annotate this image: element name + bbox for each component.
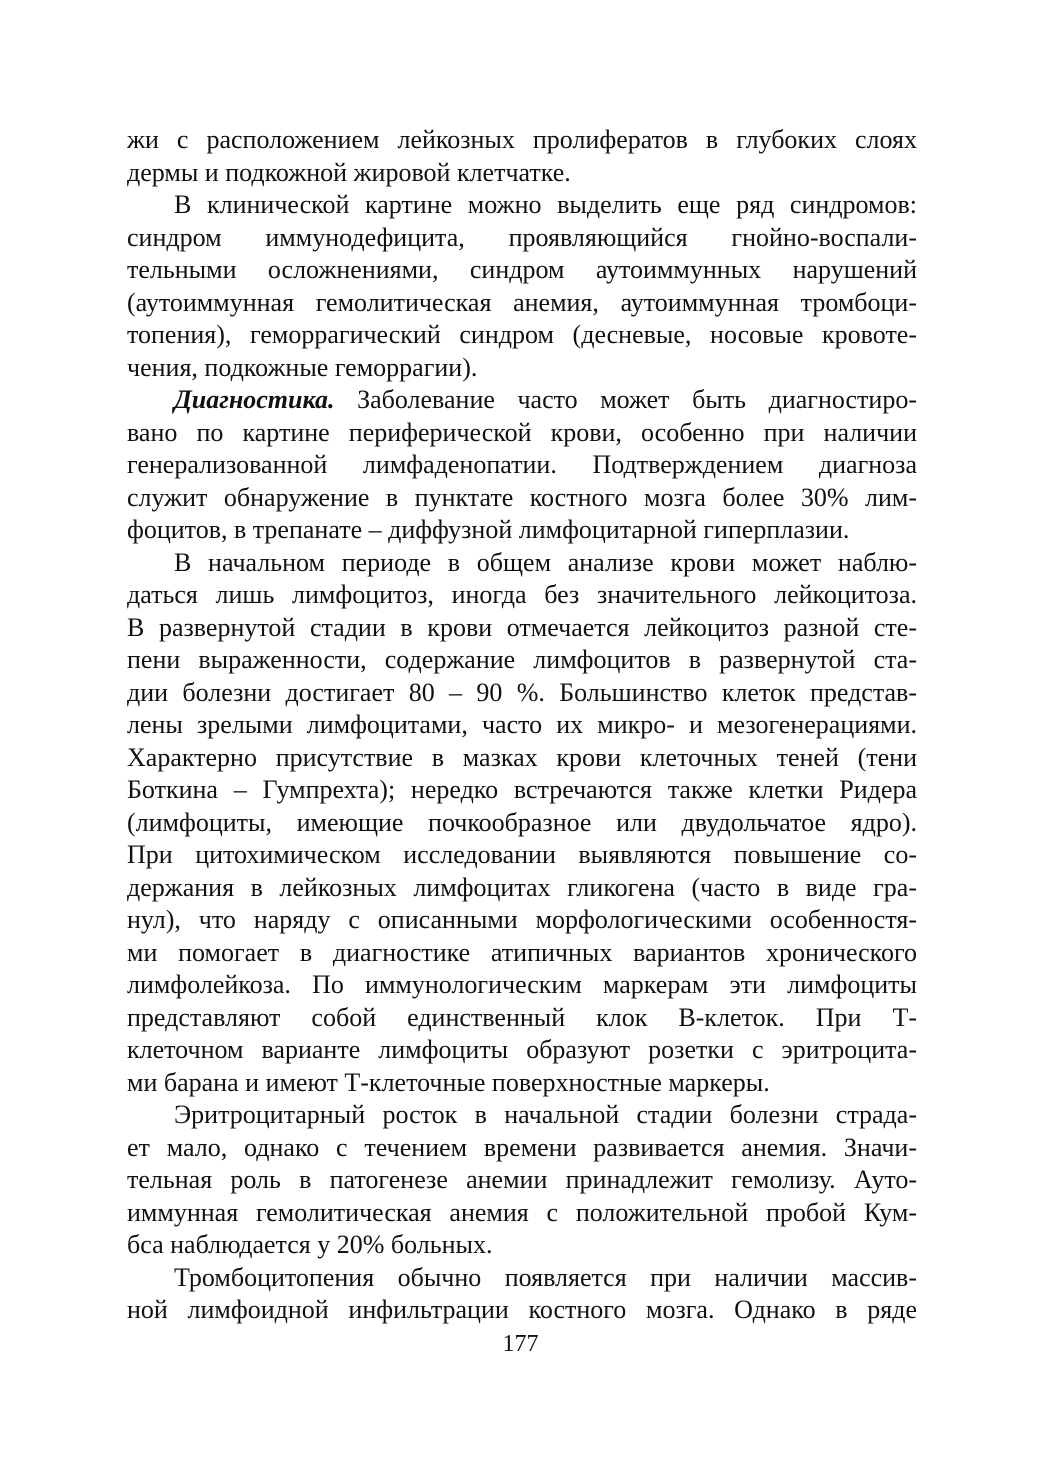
paragraph-erythroid: [127, 1099, 917, 1262]
text-line: тельными осложнениями, синдром аутоиммунных нарушений: [127, 255, 917, 284]
page-number: 177: [502, 1331, 539, 1357]
paragraph-continuation: [127, 124, 917, 189]
text-line: служит обнаружение в пунктате костного мозга более 30% лим-: [127, 482, 917, 512]
text-line-rest: Заболевание часто может быть диагностиро-: [334, 385, 917, 414]
text-line: Характерно присутствие в мазках крови клеточных теней (тени: [127, 742, 917, 772]
paragraph-blood-analysis: [127, 547, 917, 1100]
text-line: дермы и подкожной жировой клетчатке.: [127, 157, 571, 187]
text-line: В развернутой стадии в крови отмечается лейкоцитоз разной сте-: [127, 612, 917, 642]
text-line: пени выраженности, содержание лимфоцитов в развернутой ста-: [127, 645, 917, 674]
text-line: Тромбоцитопения обычно появляется при наличии массив-: [174, 1262, 917, 1292]
text-line: даться лишь лимфоцитоз, иногда без значительного лейкоцитоза.: [127, 580, 917, 609]
text-line: ми барана и имеют Т-клеточные поверхностные маркеры.: [127, 1067, 770, 1097]
text-line: В начальном периоде в общем анализе крови может наблю-: [174, 547, 917, 577]
text-line: чения, подкожные геморрагии).: [127, 352, 478, 382]
text-line: держания в лейкозных лимфоцитах гликогена (часто в виде гра-: [127, 872, 917, 902]
text-line: Боткина – Гумпрехта); нередко встречаются также клетки Ридера: [127, 775, 917, 804]
text-line: (лимфоциты, имеющие почкообразное или двудольчатое ядро).: [127, 807, 917, 837]
text-line: При цитохимическом исследовании выявляются повышение со-: [127, 840, 917, 869]
text-line: фоцитов, в трепанате – диффузной лимфоцитарной гиперплазии.: [127, 515, 850, 544]
text-line: топения), геморрагический синдром (десневые, носовые кровоте-: [127, 320, 917, 349]
text-line: клеточном варианте лимфоциты образуют розетки с эритроцита-: [127, 1035, 917, 1064]
text-line: синдром иммунодефицита, проявляющийся гнойно-воспали-: [127, 222, 917, 252]
text-line: бса наблюдается у 20% больных.: [127, 1230, 493, 1259]
paragraph-thrombocytopenia: [127, 1262, 917, 1327]
body-text: [127, 124, 917, 1327]
text-line: дии болезни достигает 80 – 90 %. Большинство клеток представ-: [127, 677, 917, 707]
paragraph-syndromes: [127, 189, 917, 384]
text-line: ми помогает в диагностике атипичных вариантов хронического: [127, 937, 917, 967]
text-line: В клинической картине можно выделить еще ряд синдромов:: [174, 190, 917, 219]
text-line: иммунная гемолитическая анемия с положительной пробой Кум-: [127, 1197, 917, 1227]
text-line: [127, 384, 917, 417]
text-line: жи с расположением лейкозных пролифератов в глубоких слоях: [127, 125, 917, 154]
text-line: ет мало, однако с течением времени развивается анемия. Значи-: [127, 1132, 917, 1162]
text-line: Эритроцитарный росток в начальной стадии болезни страда-: [174, 1100, 917, 1129]
text-line: нул), что наряду с описанными морфологическими особенностя-: [127, 905, 917, 934]
text-line: генерализованной лимфаденопатии. Подтверждением диагноза: [127, 450, 917, 479]
text-line: (аутоиммунная гемолитическая анемия, аутоиммунная тромбоци-: [127, 287, 917, 317]
text-line: ной лимфоидной инфильтрации костного мозга. Однако в ряде: [127, 1295, 917, 1324]
text-line: представляют собой единственный клок В-клеток. При Т-: [127, 1002, 917, 1032]
text-line: вано по картине периферической крови, особенно при наличии: [127, 417, 917, 447]
text-line: тельная роль в патогенезе анемии принадлежит гемолизу. Ауто-: [127, 1165, 917, 1194]
paragraph-diagnostics: [127, 384, 917, 547]
text-line: лимфолейкоза. По иммунологическим маркерам эти лимфоциты: [127, 970, 917, 999]
text-line: лены зрелыми лимфоцитами, часто их микро- и мезогенерациями.: [127, 710, 917, 739]
section-lead: Диагностика.: [174, 385, 335, 414]
